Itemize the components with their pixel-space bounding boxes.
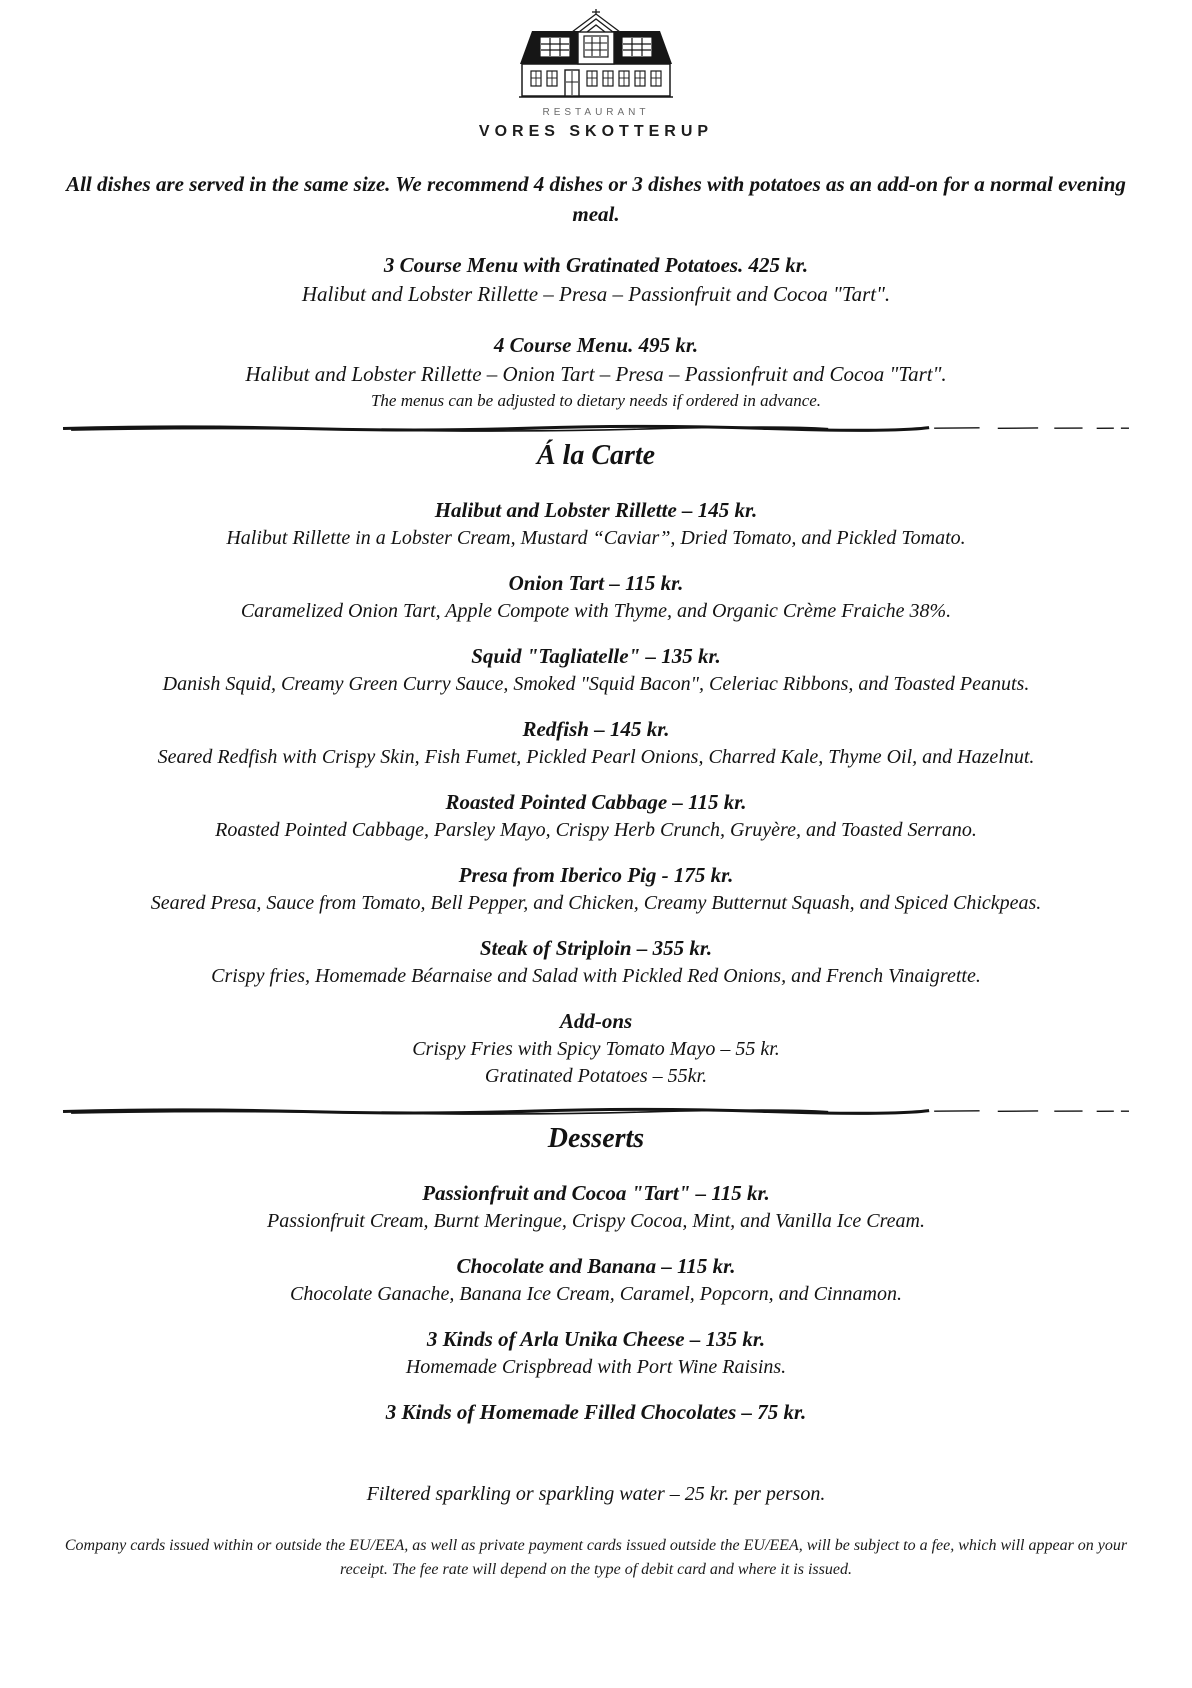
menu-item-squid-tagliatelle — [0, 642, 1192, 698]
section-heading-alacarte: Á la Carte — [536, 440, 656, 471]
item-description: Gratinated Potatoes – 55kr. — [484, 1065, 708, 1087]
item-title: Presa from Iberico Pig - 175 kr. — [458, 863, 734, 887]
item-title: Redfish – 145 kr. — [522, 717, 670, 741]
water-note: Filtered sparkling or sparkling water – 25 kr. per person. — [366, 1483, 826, 1505]
item-description: Halibut Rillette in a Lobster Cream, Mustard “Caviar”, Dried Tomato, and Pickled Tomato. — [226, 527, 966, 549]
set-menu-4-course — [0, 331, 1192, 412]
section-heading-desserts: Desserts — [547, 1123, 645, 1154]
menu-item-presa-iberico — [0, 861, 1192, 917]
menu-item-passionfruit-tart — [0, 1179, 1192, 1235]
item-title: Passionfruit and Cocoa "Tart" – 115 kr. — [422, 1181, 770, 1205]
set-menu-note: The menus can be adjusted to dietary needs if ordered in advance. — [370, 391, 822, 410]
menu-item-striploin — [0, 934, 1192, 990]
item-title: 3 Kinds of Homemade Filled Chocolates – 75 kr. — [385, 1400, 807, 1424]
restaurant-label: RESTAURANT — [542, 107, 650, 118]
menu-item-filled-chocolates — [0, 1398, 1192, 1427]
item-title: Steak of Striploin – 355 kr. — [479, 936, 713, 960]
card-fee-note: Company cards issued within or outside the EU/EEA, as well as private payment cards issued outside the EU/EEA, will be subject to a fee, which will appear on your receipt. The fee rate will depend on the type of debit card and where it is issued. — [64, 1537, 1128, 1578]
set-menu-3-course — [0, 251, 1192, 309]
item-description: Homemade Crispbread with Port Wine Raisins. — [405, 1356, 787, 1378]
set-menu-courses: Halibut and Lobster Rillette – Onion Tart – Presa – Passionfruit and Cocoa "Tart". — [245, 362, 947, 386]
item-description: Crispy Fries with Spicy Tomato Mayo – 55 kr. — [412, 1038, 780, 1060]
menu-item-halibut-rillette — [0, 496, 1192, 552]
item-title: Halibut and Lobster Rillette – 145 kr. — [434, 498, 758, 522]
item-title: Chocolate and Banana – 115 kr. — [456, 1254, 736, 1278]
item-title: 3 Kinds of Arla Unika Cheese – 135 kr. — [426, 1327, 766, 1351]
menu-item-onion-tart — [0, 569, 1192, 625]
house-logo-icon — [501, 8, 691, 100]
item-description: Caramelized Onion Tart, Apple Compote with Thyme, and Organic Crème Fraiche 38%. — [240, 600, 952, 622]
brand-name: VORES SKOTTERUP — [478, 123, 714, 140]
item-description: Chocolate Ganache, Banana Ice Cream, Caramel, Popcorn, and Cinnamon. — [290, 1283, 902, 1305]
item-description: Danish Squid, Creamy Green Curry Sauce, Smoked "Squid Bacon", Celeriac Ribbons, and Toasted Peanuts. — [162, 673, 1030, 695]
menu-item-redfish — [0, 715, 1192, 771]
item-description: Seared Redfish with Crispy Skin, Fish Fumet, Pickled Pearl Onions, Charred Kale, Thyme Oil, and Hazelnut. — [157, 746, 1035, 768]
item-description: Seared Presa, Sauce from Tomato, Bell Pepper, and Chicken, Creamy Butternut Squash, and Spiced Chickpeas. — [150, 892, 1042, 914]
brush-divider — [61, 424, 1131, 433]
menu-item-arla-unika-cheese — [0, 1325, 1192, 1381]
set-menu-courses: Halibut and Lobster Rillette – Presa – Passionfruit and Cocoa "Tart". — [301, 282, 891, 306]
menu-item-pointed-cabbage — [0, 788, 1192, 844]
set-menu-title: 4 Course Menu. 495 kr. — [493, 333, 699, 357]
item-description: Passionfruit Cream, Burnt Meringue, Crispy Cocoa, Mint, and Vanilla Ice Cream. — [267, 1210, 925, 1232]
item-title: Onion Tart – 115 kr. — [508, 571, 684, 595]
item-description: Crispy fries, Homemade Béarnaise and Salad with Pickled Red Onions, and French Vinaigrette. — [211, 965, 981, 987]
menu-item-add-ons — [0, 1007, 1192, 1090]
item-title: Roasted Pointed Cabbage – 115 kr. — [445, 790, 747, 814]
item-title: Squid "Tagliatelle" – 135 kr. — [471, 644, 721, 668]
item-title: Add-ons — [559, 1009, 633, 1033]
restaurant-logo — [479, 8, 713, 141]
brush-divider — [61, 1107, 1131, 1116]
menu-item-chocolate-banana — [0, 1252, 1192, 1308]
intro-text: All dishes are served in the same size. We recommend 4 dishes or 3 dishes with potatoes as an add-on for a normal evening meal. — [66, 172, 1126, 226]
item-description: Roasted Pointed Cabbage, Parsley Mayo, Crispy Herb Crunch, Gruyère, and Toasted Serrano. — [215, 819, 977, 841]
set-menu-title: 3 Course Menu with Gratinated Potatoes. 425 kr. — [383, 253, 809, 277]
